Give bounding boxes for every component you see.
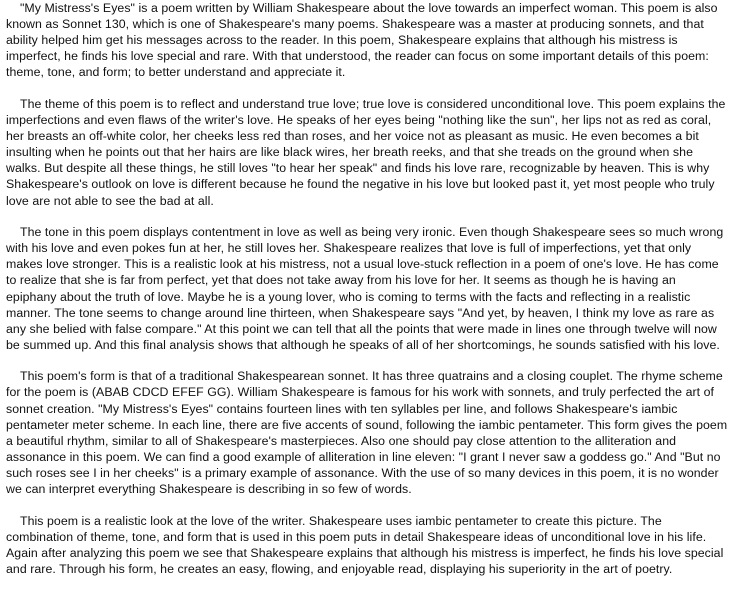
paragraph-form: This poem's form is that of a traditional Shakespearean sonnet. It has three quatrains and a closing couplet. The rhyme scheme for the poem is (ABAB CDCD EFEF GG). William Shakespeare is famous for his work with sonnets, and truly perfected the art of sonnet creation. "My Mistress's Eyes" contains fourteen lines with ten syllables per line, and follows Shakespeare's iambic pentameter meter scheme. In each line, there are five accents of sound, following the iambic pentameter. This form gives the poem a beautiful rhythm, similar to all of Shakespeare's masterpieces. Also one should pay close attention to the alliteration and assonance in this poem. We can find a good example of alliteration in line eleven: "I grant I never saw a goddess go." And "But no such roses see I in her cheeks" is a primary example of assonance. With the use of so many devices in this poem, it is no wonder we can interpret everything Shakespeare is describing in so few of words. <box>6 369 728 497</box>
paragraph-tone: The tone in this poem displays contentment in love as well as being very ironic. Even though Shakespeare sees so much wrong with his love and even pokes fun at her, he still loves her. Shakespeare realizes that love is full of imperfections, yet that only makes love stronger. This is a realistic look at his mistress, not a usual love-stuck reflection in a poem of one's love. He has come to realize that she is far from perfect, yet that does not take away from his love for her. It seems as though he is having an epiphany about the truth of love. Maybe he is a young lover, who is coming to terms with the facts and reflecting in a realistic manner. The tone seems to change around line thirteen, when Shakespeare says "And yet, by heaven, I think my love as rare as any she belied with false compare." At this point we can tell that all the points that were made in lines one through twelve will now be summed up. And this final analysis shows that although he speaks of all of her shortcomings, he sounds satisfied with his love. <box>6 225 724 352</box>
paragraph-theme: The theme of this poem is to reflect and understand true love; true love is considered unconditional love. This poem explains the imperfections and even flaws of the writer's love. He speaks of her eyes being "nothing like the sun", her lips not as red as coral, her breasts an off-white color, her cheeks less red than roses, and her voice not as pleasant as music. He even becomes a bit insulting when he points out that her hairs are like black wires, her breath reeks, and that she treads on the ground when she walks. But despite all these things, he still loves "to hear her speak" and finds his love rare, recognizable by heaven. This is why Shakespeare's outlook on love is different because he found the negative in his love but looked past it, yet most people who truly love are not able to see the bad at all. <box>6 96 726 208</box>
essay-document <box>6 0 728 593</box>
paragraph-introduction: "My Mistress's Eyes" is a poem written by William Shakespeare about the love towards an imperfect woman. This poem is also known as Sonnet 130, which is one of Shakespeare's many poems. Shakespeare was a master at producing sonnets, and that ability helped him get his messages across to the reader. In this poem, Shakespeare explains that although his mistress is imperfect, he finds his love special and rare. With that understood, the reader can focus on some important details of this poem: theme, tone, and form; to better understand and appreciate it. <box>6 1 718 80</box>
paragraph-conclusion: This poem is a realistic look at the love of the writer. Shakespeare uses iambic pentameter to create this picture. The combination of theme, tone, and form that is used in this poem puts in detail Shakespeare ideas of unconditional love in his life. Again after analyzing this poem we see that Shakespeare explains that although his mistress is imperfect, he finds his love special and rare. Through his form, he creates an easy, flowing, and enjoyable read, displaying his superiority in the art of poetry. <box>6 513 724 576</box>
